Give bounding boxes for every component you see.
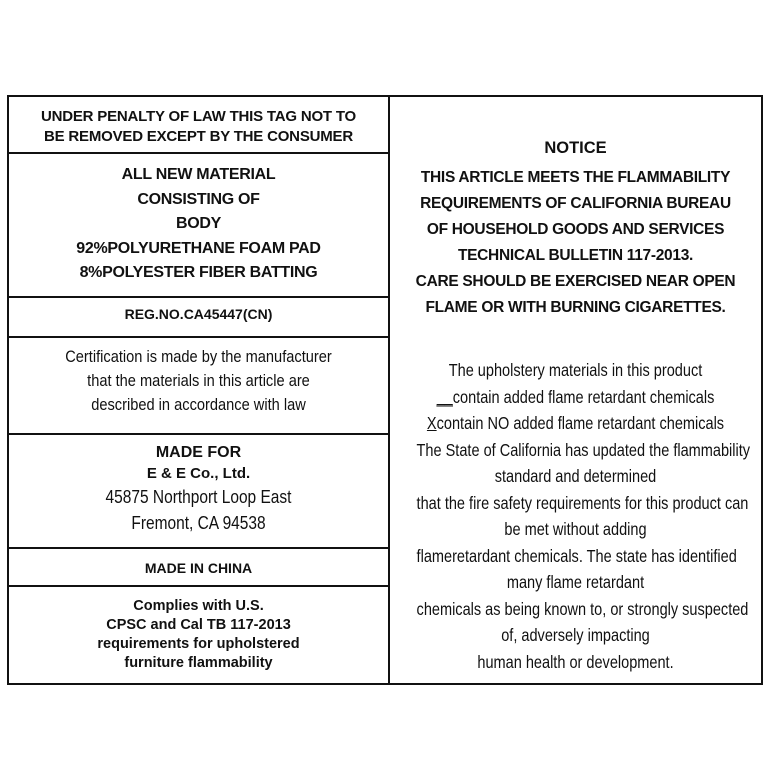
company-name: E & E Co., Ltd. xyxy=(146,465,251,482)
certification-line: described in accordance with law xyxy=(91,395,306,414)
warning-line: BE REMOVED EXCEPT BY THE CONSUMER xyxy=(43,128,353,145)
upholstery-disclosure xyxy=(416,357,751,675)
right-panel xyxy=(390,97,761,683)
state-line: The State of California has updated the flammability xyxy=(416,439,751,460)
made-for-label: MADE FOR xyxy=(155,444,242,461)
state-line: standard and determined xyxy=(494,466,657,486)
material-line: CONSISTING OF xyxy=(137,190,260,208)
notice-line: FLAME OR WITH BURNING CIGARETTES. xyxy=(425,299,726,316)
compliance-line: Complies with U.S. xyxy=(133,598,264,614)
material-line: ALL NEW MATERIAL xyxy=(121,166,276,183)
state-line: flameretardant chemicals. The state has identified xyxy=(416,545,737,566)
divider xyxy=(9,296,388,298)
material-line: 8%POLYESTER FIBER BATTING xyxy=(79,264,318,281)
notice-line: CARE SHOULD BE EXERCISED NEAR OPEN xyxy=(415,273,736,290)
option-added xyxy=(417,384,735,411)
upholstery-intro: The upholstery materials in this product xyxy=(448,360,703,380)
address-line: 45875 Northport Loop East xyxy=(105,487,292,507)
divider xyxy=(9,585,388,587)
material-line: BODY xyxy=(175,215,222,232)
divider xyxy=(9,152,388,154)
reg-number: REG.NO.CA45447(CN) xyxy=(124,306,273,322)
material-block xyxy=(9,163,388,286)
compliance-block xyxy=(9,597,388,673)
option-none xyxy=(417,410,735,437)
state-line: that the fire safety requirements for this product can xyxy=(416,492,749,513)
law-tag xyxy=(7,95,763,685)
address-line: Fremont, CA 94538 xyxy=(131,513,266,533)
certification-block xyxy=(36,345,362,417)
left-panel xyxy=(9,97,388,683)
notice-line: OF HOUSEHOLD GOODS AND SERVICES xyxy=(426,221,725,238)
option-none-text: contain NO added flame retardant chemicals xyxy=(436,413,725,433)
state-line: human health or development. xyxy=(477,651,674,672)
divider xyxy=(9,547,388,549)
option-added-text: contain added flame retardant chemicals xyxy=(452,386,715,407)
made-for-block xyxy=(9,442,388,536)
warning-line: UNDER PENALTY OF LAW THIS TAG NOT TO xyxy=(40,108,357,125)
checkmark-x: X xyxy=(426,413,437,433)
material-line: 92%POLYURETHANE FOAM PAD xyxy=(76,239,321,257)
warning-block xyxy=(9,107,388,147)
state-line: of, adversely impacting xyxy=(501,625,650,645)
compliance-line: furniture flammability xyxy=(124,655,273,671)
notice-line: REQUIREMENTS OF CALIFORNIA BUREAU xyxy=(420,195,731,212)
notice-line: THIS ARTICLE MEETS THE FLAMMABILITY xyxy=(420,169,731,186)
certification-line: that the materials in this article are xyxy=(87,371,310,390)
option-blank: __ xyxy=(436,386,453,407)
notice-block xyxy=(390,165,761,321)
state-line: chemicals as being known to, or strongly suspected xyxy=(416,598,749,619)
state-line: be met without adding xyxy=(504,519,647,539)
compliance-line: CPSC and Cal TB 117-2013 xyxy=(106,617,291,633)
certification-line: Certification is made by the manufacturer xyxy=(65,347,332,366)
notice-line: TECHNICAL BULLETIN 117-2013. xyxy=(457,247,694,264)
divider xyxy=(9,433,388,435)
state-line: many flame retardant xyxy=(506,572,645,592)
divider xyxy=(9,336,388,338)
notice-title: NOTICE xyxy=(544,139,607,157)
origin-label: MADE IN CHINA xyxy=(144,560,253,576)
compliance-line: requirements for upholstered xyxy=(97,636,300,652)
